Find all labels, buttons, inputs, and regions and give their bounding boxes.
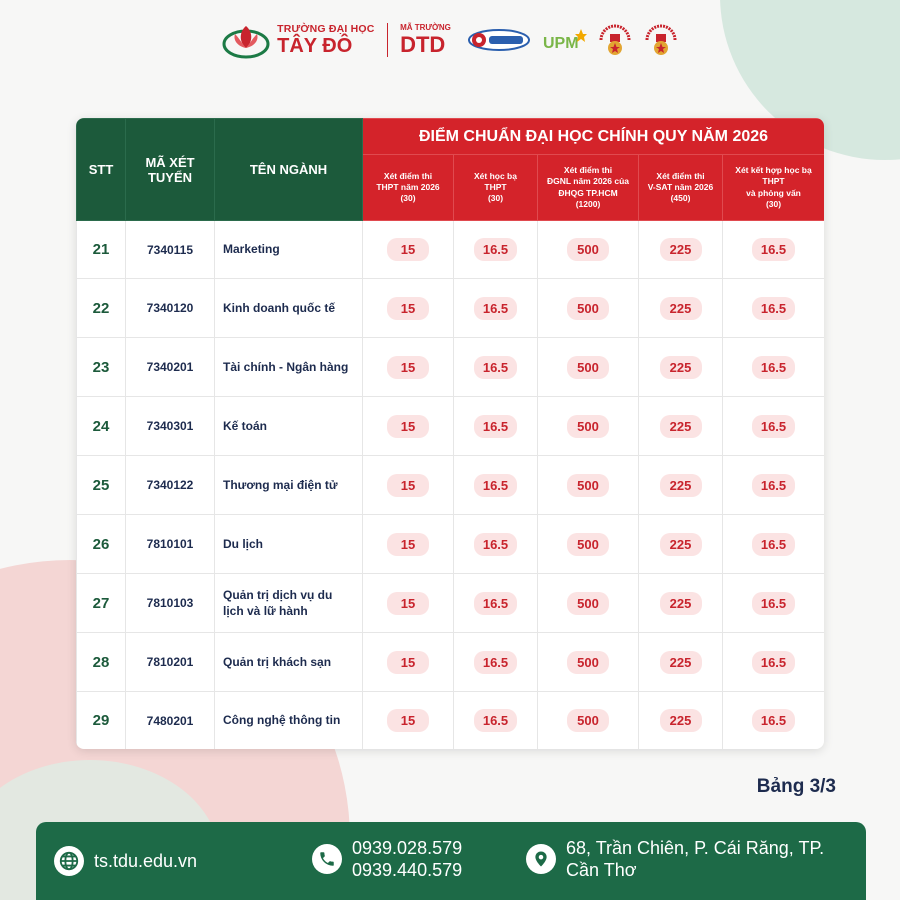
page-header bbox=[0, 12, 900, 68]
row-major-code: 7340201 bbox=[126, 338, 215, 397]
score-badge: 225 bbox=[660, 533, 702, 556]
score-badge: 15 bbox=[387, 709, 429, 732]
method-header-line: (1200) bbox=[575, 198, 601, 209]
column-header-method-2 bbox=[454, 155, 538, 221]
admission-score-card bbox=[76, 118, 824, 749]
table-row bbox=[77, 633, 825, 692]
contact-footer bbox=[36, 822, 866, 900]
score-badge: 16.5 bbox=[474, 415, 517, 438]
page-indicator: Bảng 3/3 bbox=[756, 776, 836, 797]
score-badge: 16.5 bbox=[752, 651, 795, 674]
method-header-line: Xét điểm thi bbox=[656, 170, 705, 181]
method-header-line: Xét học bạ bbox=[474, 170, 517, 181]
vnu-qa-icon bbox=[467, 27, 531, 53]
score-cell bbox=[723, 574, 825, 633]
score-badge: 500 bbox=[567, 709, 609, 732]
column-header-method-5 bbox=[723, 155, 825, 221]
column-header-major: TÊN NGÀNH bbox=[215, 119, 363, 221]
method-header-line: THPT năm 2026 bbox=[376, 181, 440, 192]
row-stt: 23 bbox=[77, 338, 126, 397]
row-stt: 26 bbox=[77, 515, 126, 574]
labor-medal-icon bbox=[643, 20, 679, 60]
table-title: ĐIỂM CHUẨN ĐẠI HỌC CHÍNH QUY NĂM 2026 bbox=[363, 119, 825, 155]
score-badge: 225 bbox=[660, 651, 702, 674]
score-badge: 500 bbox=[567, 238, 609, 261]
score-cell bbox=[454, 221, 538, 279]
score-cell bbox=[639, 338, 723, 397]
score-cell bbox=[538, 633, 639, 692]
row-major-code: 7340301 bbox=[126, 397, 215, 456]
score-cell bbox=[538, 456, 639, 515]
score-badge: 500 bbox=[567, 356, 609, 379]
university-name-line1: TRƯỜNG ĐẠI HỌC bbox=[277, 22, 375, 35]
phone-number-2[interactable]: 0939.440.579 bbox=[352, 860, 463, 880]
score-cell bbox=[363, 456, 454, 515]
score-badge: 16.5 bbox=[474, 533, 517, 556]
score-cell bbox=[363, 338, 454, 397]
row-stt: 24 bbox=[77, 397, 126, 456]
column-header-method-4 bbox=[639, 155, 723, 221]
score-badge: 16.5 bbox=[474, 297, 517, 320]
method-header-line: ĐGNL năm 2026 của bbox=[546, 176, 630, 187]
method-header-line: ĐHQG TP.HCM bbox=[558, 187, 618, 198]
score-badge: 15 bbox=[387, 651, 429, 674]
score-cell bbox=[363, 692, 454, 750]
score-cell bbox=[538, 397, 639, 456]
row-major-name: Quản trị khách sạn bbox=[215, 633, 363, 692]
score-cell bbox=[639, 456, 723, 515]
score-cell bbox=[639, 221, 723, 279]
row-stt: 22 bbox=[77, 279, 126, 338]
website-link[interactable]: ts.tdu.edu.vn bbox=[94, 851, 198, 871]
table-row bbox=[77, 279, 825, 338]
row-major-code: 7810103 bbox=[126, 574, 215, 633]
address-line2: Cần Thơ bbox=[566, 860, 637, 880]
row-stt: 21 bbox=[77, 221, 126, 279]
score-cell bbox=[639, 692, 723, 750]
score-badge: 16.5 bbox=[752, 238, 795, 261]
row-major-name: Du lịch bbox=[215, 515, 363, 574]
admission-score-table bbox=[76, 118, 824, 749]
row-major-code: 7810101 bbox=[126, 515, 215, 574]
score-badge: 500 bbox=[567, 651, 609, 674]
method-header-line: THPT bbox=[484, 181, 507, 192]
score-badge: 500 bbox=[567, 592, 609, 615]
row-major-name: Công nghệ thông tin bbox=[215, 692, 363, 750]
row-major-name: Kinh doanh quốc tế bbox=[215, 279, 363, 338]
score-badge: 225 bbox=[660, 356, 702, 379]
score-cell bbox=[363, 221, 454, 279]
score-badge: 16.5 bbox=[752, 474, 795, 497]
score-badge: 16.5 bbox=[752, 356, 795, 379]
table-row bbox=[77, 338, 825, 397]
score-badge: 16.5 bbox=[474, 592, 517, 615]
globe-icon bbox=[54, 846, 84, 876]
score-badge: 15 bbox=[387, 238, 429, 261]
row-major-code: 7340120 bbox=[126, 279, 215, 338]
row-major-code: 7340122 bbox=[126, 456, 215, 515]
location-pin-icon bbox=[526, 844, 556, 874]
score-badge: 500 bbox=[567, 297, 609, 320]
column-header-stt: STT bbox=[77, 119, 126, 221]
score-cell bbox=[639, 574, 723, 633]
score-badge: 15 bbox=[387, 533, 429, 556]
score-cell bbox=[454, 633, 538, 692]
score-cell bbox=[639, 279, 723, 338]
row-major-name: Kế toán bbox=[215, 397, 363, 456]
score-cell bbox=[363, 515, 454, 574]
score-cell bbox=[639, 515, 723, 574]
score-cell bbox=[363, 279, 454, 338]
score-badge: 15 bbox=[387, 356, 429, 379]
row-major-name: Thương mại điện tử bbox=[215, 456, 363, 515]
score-cell bbox=[454, 338, 538, 397]
row-major-name: Tài chính - Ngân hàng bbox=[215, 338, 363, 397]
row-major-name: Quản trị dịch vụ du lịch và lữ hành bbox=[215, 574, 363, 633]
score-cell bbox=[538, 338, 639, 397]
method-header-line: Xét điểm thi bbox=[383, 170, 433, 181]
method-header-line: (30) bbox=[487, 193, 504, 204]
table-row bbox=[77, 221, 825, 279]
university-logo bbox=[221, 20, 374, 60]
column-header-method-3 bbox=[538, 155, 639, 221]
score-cell bbox=[723, 633, 825, 692]
svg-text:UPM: UPM bbox=[542, 35, 579, 52]
phone-icon bbox=[312, 844, 342, 874]
score-cell bbox=[723, 338, 825, 397]
score-badge: 500 bbox=[567, 415, 609, 438]
phone-number-1[interactable]: 0939.028.579 bbox=[352, 838, 463, 858]
score-cell bbox=[454, 397, 538, 456]
method-header-line: Xét kết hợp học bạ THPT bbox=[735, 165, 812, 187]
score-badge: 16.5 bbox=[752, 533, 795, 556]
table-row bbox=[77, 692, 825, 750]
score-cell bbox=[538, 279, 639, 338]
score-badge: 225 bbox=[660, 415, 702, 438]
score-badge: 15 bbox=[387, 415, 429, 438]
method-header-line: (30) bbox=[400, 193, 416, 204]
score-cell bbox=[723, 515, 825, 574]
score-badge: 16.5 bbox=[474, 651, 517, 674]
row-major-code: 7480201 bbox=[126, 692, 215, 750]
score-badge: 16.5 bbox=[474, 474, 517, 497]
score-badge: 16.5 bbox=[752, 297, 795, 320]
method-header-line: Xét điểm thi bbox=[563, 165, 613, 176]
column-header-code bbox=[126, 119, 215, 221]
score-cell bbox=[454, 456, 538, 515]
address-line1: 68, Trần Chiên, P. Cái Răng, TP. bbox=[566, 838, 825, 858]
score-cell bbox=[363, 574, 454, 633]
school-code bbox=[400, 24, 451, 56]
column-header-code-line1: MÃ XÉT bbox=[145, 154, 195, 170]
row-major-name: Marketing bbox=[215, 221, 363, 279]
address-contact bbox=[526, 837, 824, 881]
score-cell bbox=[454, 692, 538, 750]
method-header-line: (450) bbox=[670, 193, 691, 204]
school-code-value: DTD bbox=[400, 32, 446, 57]
score-cell bbox=[363, 633, 454, 692]
score-badge: 16.5 bbox=[752, 709, 795, 732]
labor-medal-icon bbox=[597, 20, 633, 60]
score-cell bbox=[363, 397, 454, 456]
score-badge: 500 bbox=[567, 533, 609, 556]
row-major-code: 7340115 bbox=[126, 221, 215, 279]
score-cell bbox=[538, 692, 639, 750]
score-cell bbox=[723, 456, 825, 515]
score-cell bbox=[723, 279, 825, 338]
score-badge: 225 bbox=[660, 709, 702, 732]
score-cell bbox=[454, 279, 538, 338]
row-stt: 29 bbox=[77, 692, 126, 750]
column-header-method-1 bbox=[363, 155, 454, 221]
score-badge: 15 bbox=[387, 474, 429, 497]
score-badge: 16.5 bbox=[474, 709, 517, 732]
row-stt: 28 bbox=[77, 633, 126, 692]
score-badge: 15 bbox=[387, 592, 429, 615]
score-cell bbox=[723, 221, 825, 279]
method-header-line: (30) bbox=[765, 198, 782, 209]
table-row bbox=[77, 574, 825, 633]
score-cell bbox=[538, 221, 639, 279]
row-major-code: 7810201 bbox=[126, 633, 215, 692]
score-badge: 225 bbox=[660, 592, 702, 615]
score-cell bbox=[538, 515, 639, 574]
table-row bbox=[77, 397, 825, 456]
score-cell bbox=[639, 397, 723, 456]
website-contact[interactable] bbox=[54, 846, 197, 876]
score-cell bbox=[454, 515, 538, 574]
university-emblem-icon bbox=[221, 20, 271, 60]
header-divider bbox=[387, 23, 389, 57]
score-badge: 16.5 bbox=[474, 238, 517, 261]
method-header-line: và phỏng vấn bbox=[746, 187, 801, 198]
table-row bbox=[77, 515, 825, 574]
school-code-label: MÃ TRƯỜNG bbox=[400, 23, 451, 32]
score-badge: 16.5 bbox=[752, 415, 795, 438]
upm-stars-icon bbox=[541, 27, 587, 53]
score-badge: 225 bbox=[660, 297, 702, 320]
score-cell bbox=[723, 692, 825, 750]
table-row bbox=[77, 456, 825, 515]
score-badge: 16.5 bbox=[752, 592, 795, 615]
score-badge: 225 bbox=[660, 238, 702, 261]
row-stt: 27 bbox=[77, 574, 126, 633]
university-name-line2: TÂY ĐÔ bbox=[277, 35, 353, 58]
score-badge: 15 bbox=[387, 297, 429, 320]
score-badge: 500 bbox=[567, 474, 609, 497]
method-header-line: V-SAT năm 2026 bbox=[647, 181, 714, 192]
score-badge: 225 bbox=[660, 474, 702, 497]
score-cell bbox=[639, 633, 723, 692]
row-stt: 25 bbox=[77, 456, 126, 515]
score-cell bbox=[723, 397, 825, 456]
phone-contact bbox=[312, 837, 462, 881]
score-cell bbox=[454, 574, 538, 633]
column-header-code-line2: TUYỂN bbox=[147, 169, 193, 185]
score-cell bbox=[538, 574, 639, 633]
score-badge: 16.5 bbox=[474, 356, 517, 379]
